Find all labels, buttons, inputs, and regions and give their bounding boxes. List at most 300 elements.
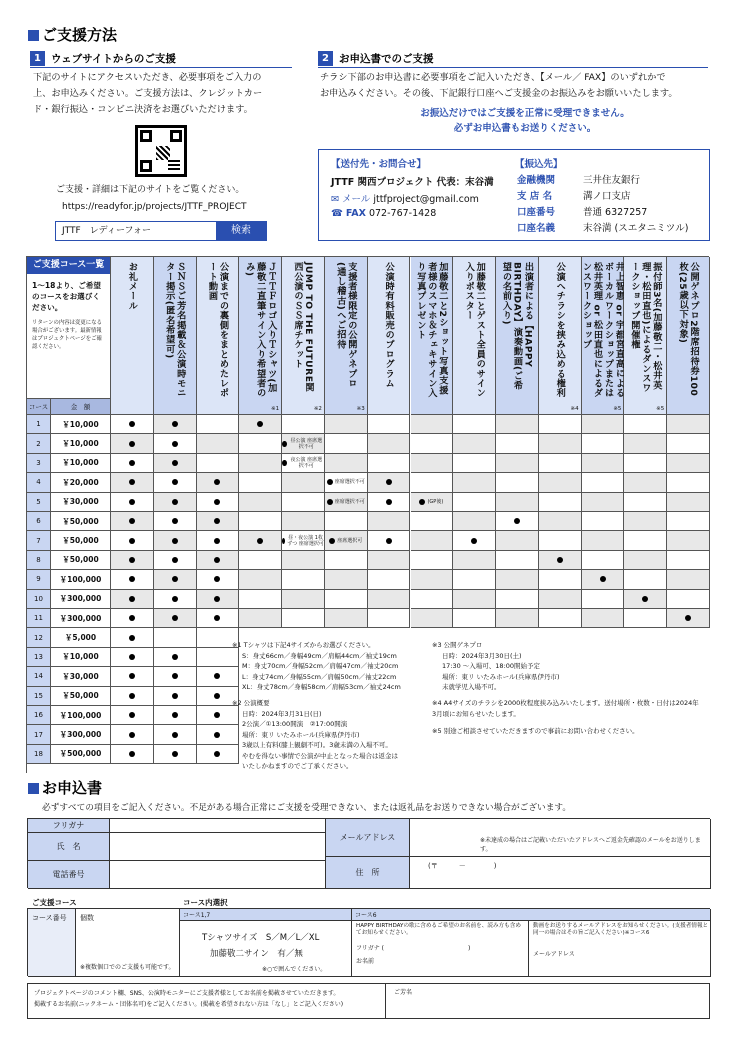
course-cell: [282, 454, 325, 473]
note-line: 日時：2024年3月31日(日): [242, 709, 322, 718]
column-header-label: 公演へチラシを挟み込める権利: [554, 262, 566, 398]
course-cell: [111, 687, 154, 706]
course-cell: [368, 551, 411, 570]
count-label: 個数: [80, 914, 94, 922]
included-dot: [172, 751, 178, 757]
zip-field[interactable]: (〒 － ): [428, 862, 497, 870]
contact-box: [318, 149, 710, 241]
course-cell: [154, 493, 197, 512]
included-dot: [172, 557, 178, 563]
furigana-label: フリガナ: [28, 819, 110, 833]
course-cell: [325, 551, 368, 570]
furigana-field[interactable]: [110, 819, 326, 833]
course-cell: [453, 512, 496, 531]
course-cell: [582, 531, 625, 550]
course-cell: [282, 493, 325, 512]
course17-label: コース1,7: [180, 909, 352, 921]
course-cell: [282, 434, 325, 453]
warning-line: 必ずお申込書もお送りください。: [453, 123, 597, 134]
course-cell: [368, 570, 411, 589]
course-cell: [624, 551, 667, 570]
course-cell: [197, 609, 240, 628]
note-line: 3月頃にお知らせいたします。: [432, 709, 520, 718]
course-cell: [282, 531, 325, 550]
section2-text: [320, 70, 720, 102]
course-cell: [154, 570, 197, 589]
course-cell: [325, 512, 368, 531]
bank-info: [517, 172, 707, 236]
course-cell: [111, 473, 154, 492]
course-cell: [154, 687, 197, 706]
course-amount: ￥10,000: [51, 648, 111, 667]
course6-label: コース6: [352, 909, 711, 921]
course6-mark: ※コース6: [624, 930, 650, 936]
fax-number: 072-767-1428: [368, 208, 437, 219]
course-cell: [624, 415, 667, 434]
course-cell: [239, 531, 282, 550]
included-dot: [642, 596, 648, 602]
course-amount: ￥300,000: [51, 725, 111, 744]
course-cell: [453, 570, 496, 589]
course-cell: [325, 454, 368, 473]
course-cell: [282, 473, 325, 492]
course-cell: [582, 745, 625, 764]
note-line: 場所：東リ いたみホール(兵庫県伊丹市): [442, 672, 560, 681]
included-dot: [214, 576, 220, 582]
course-cell: [325, 473, 368, 492]
course-cell: [368, 415, 411, 434]
circle-note: ※○で囲んでください。: [262, 966, 327, 973]
column-mark: ※2: [313, 406, 322, 412]
form-intro: 必ずすべての項目をご記入ください。不足がある場合正常にご支援を受理できない、または返礼品をお送りできない場合がございます。: [42, 803, 572, 813]
course-cell: [667, 493, 710, 512]
cell-note: 座席選択不可: [334, 479, 365, 486]
column-header: [197, 257, 240, 415]
course-cell: [582, 570, 625, 589]
contact-heading: 【送付先・お問合せ】: [331, 159, 427, 170]
note-line: M：身丈70cm／身幅52cm／肩幅47cm／袖丈20cm: [242, 662, 399, 670]
bank-value: 溝ノ口支店: [583, 191, 631, 202]
course-cell: [197, 531, 240, 550]
multi-note: ※複数個口でのご支援も可能です。: [80, 964, 175, 971]
section1-number: 1: [30, 51, 45, 66]
col-course-label: コース: [27, 399, 51, 415]
note-tshirt: [232, 640, 422, 693]
included-dot: [214, 712, 220, 718]
course-cell: [539, 434, 582, 453]
qr-code-icon[interactable]: [135, 125, 187, 177]
patron-name-field[interactable]: ご芳名: [394, 989, 413, 996]
note-line: いたしかねますのでご了承ください。: [242, 762, 353, 770]
course-amount: ￥100,000: [51, 570, 111, 589]
course-cell: [111, 434, 154, 453]
note-line: ※1 Tシャツは下記4サイズからお選びください。: [232, 641, 375, 649]
course-number-field[interactable]: [28, 909, 76, 977]
course-select-label: コース内選択: [183, 898, 228, 907]
course-number: 14: [27, 667, 51, 686]
course-cell: [667, 648, 710, 667]
column-mark: ※5: [613, 406, 622, 412]
column-header-label: JUMP TO THE FUTURE関西公演のＳＳ席チケット: [292, 262, 315, 393]
note-geneprobe: [432, 640, 632, 693]
included-dot: [129, 557, 135, 563]
course-cell: [154, 609, 197, 628]
included-dot: [129, 751, 135, 757]
note-performance: [232, 698, 432, 772]
course-cell: [111, 512, 154, 531]
column-header: [325, 257, 368, 415]
course-cell: [667, 512, 710, 531]
included-dot: [129, 596, 135, 602]
note-line: 未就学児入場不可。: [442, 683, 501, 691]
course-cell: [453, 590, 496, 609]
course-cell: [539, 473, 582, 492]
warning: [330, 106, 720, 136]
course-amount: ￥30,000: [51, 667, 111, 686]
fax-label: FAX: [345, 208, 366, 219]
included-dot: [282, 441, 287, 447]
course-cell: [539, 493, 582, 512]
course-cell: [582, 473, 625, 492]
course-amount: ￥50,000: [51, 512, 111, 531]
included-dot: [327, 479, 333, 485]
course-cell: [667, 551, 710, 570]
mail-note: ※未達成の場合はご記載いただいたアドレスへご返金先確認のメールをお送りします。: [480, 837, 701, 853]
course-cell: [325, 493, 368, 512]
course-cell: [667, 609, 710, 628]
included-dot: [172, 576, 178, 582]
course-cell: [624, 493, 667, 512]
cell-note: 昼公演 座席選択不可: [290, 437, 323, 450]
course-number: 16: [27, 706, 51, 725]
course-cell: [368, 434, 411, 453]
included-dot: [471, 538, 477, 544]
mail-label: メール: [341, 194, 371, 205]
course-cell: [496, 454, 539, 473]
column-header: [411, 257, 454, 415]
address-label: 住 所: [326, 857, 410, 889]
included-dot: [214, 518, 220, 524]
course-cell: [197, 415, 240, 434]
course-cell: [325, 434, 368, 453]
course-cell: [325, 531, 368, 550]
course-cell: [111, 551, 154, 570]
course-number: 9: [27, 570, 51, 589]
form-title: [28, 777, 102, 798]
included-dot: [282, 460, 287, 466]
column-header-label: 加藤敬二とゲスト全員のサイン入りポスター: [463, 262, 486, 398]
column-header-label: 公演時有料販売のプログラム: [383, 262, 395, 389]
section1-line: 下記のサイトにアクセスいただき、必要事項をご入力の: [33, 72, 262, 83]
mail-icon: ✉: [331, 194, 342, 205]
course-amount: ￥10,000: [51, 434, 111, 453]
course-cell: [197, 590, 240, 609]
course-cell: [239, 415, 282, 434]
course-cell: [197, 570, 240, 589]
course-cell: [496, 415, 539, 434]
course-number: 17: [27, 725, 51, 744]
course-cell: [582, 551, 625, 570]
included-dot: [172, 441, 178, 447]
column-mark: ※1: [271, 406, 280, 412]
column-header-label: ＳＮＳご芳名掲載＆公演時モニター掲示(匿名希望可): [163, 262, 186, 398]
note-line: 3歳以上有料(膝上観劇不可)。3歳未満の入場不可。: [242, 741, 392, 749]
column-header-label: 出演者による【HAPPY BIRTHDAY】演奏動画(ご希望の名前入り): [500, 262, 534, 391]
course-cell: [239, 512, 282, 531]
bottom-line: 掲載するお名前(ニックネーム・団体名可)をご記入ください。(掲載を希望されない方は「なし」とご記入ください): [34, 1001, 344, 1008]
column-mark: ※5: [656, 406, 665, 412]
course-cell: [325, 415, 368, 434]
course-number: 13: [27, 648, 51, 667]
included-dot: [172, 673, 178, 679]
included-dot: [172, 460, 178, 466]
page-title: [28, 24, 117, 45]
included-dot: [214, 596, 220, 602]
course-number: 2: [27, 434, 51, 453]
note-line: XL：身丈78cm／身幅58cm／肩幅53cm／袖丈24cm: [242, 683, 401, 691]
included-dot: [327, 499, 333, 505]
cell-note: 昼・夜公演 1枚ずつ 座席選択可: [287, 534, 324, 547]
course-amount: ￥20,000: [51, 473, 111, 492]
course-cell: [111, 493, 154, 512]
course-header-note: 1～18より、ご希望のコースをお選びください。: [32, 281, 102, 312]
section1-line: 上、お申込みください。ご支援方法は、クレジットカー: [33, 88, 263, 99]
course-amount: ￥5,000: [51, 628, 111, 647]
course-cell: [667, 667, 710, 686]
section1-text: [33, 70, 298, 118]
bank-key: 支 店 名: [517, 191, 553, 202]
course-cell: [111, 590, 154, 609]
course-number: 18: [27, 745, 51, 764]
column-header-label: 支援者様限定の公開ゲネプロ(通し稽古)へご招待: [334, 262, 357, 389]
included-dot: [129, 635, 135, 641]
course-cell: [539, 570, 582, 589]
course-cell: [496, 531, 539, 550]
included-dot: [129, 518, 135, 524]
included-dot: [129, 615, 135, 621]
column-header: [582, 257, 625, 415]
column-header-label: お礼メール: [126, 262, 138, 311]
course-cell: [667, 434, 710, 453]
included-dot: [214, 615, 220, 621]
course-cell: [239, 454, 282, 473]
search-input[interactable]: JTTF レディーフォー: [62, 226, 152, 236]
course6-furigana[interactable]: フリガナ ( ): [356, 945, 471, 952]
column-mark: ※4: [570, 406, 579, 412]
form-personal: [27, 818, 710, 888]
included-dot: [172, 518, 178, 524]
site-url-link[interactable]: https://readyfor.jp/projects/JTTF_PROJECT: [62, 202, 247, 212]
included-dot: [172, 479, 178, 485]
cell-note: 夜公演 座席選択不可: [290, 456, 323, 469]
square-icon: [28, 783, 39, 794]
note-line: S：身丈66cm／身幅49cm／肩幅44cm／袖丈19cm: [242, 651, 397, 660]
course-cell: [239, 551, 282, 570]
course-cell: [453, 415, 496, 434]
phone-field[interactable]: [110, 861, 326, 889]
course-cell: [624, 590, 667, 609]
course-number: 12: [27, 628, 51, 647]
column-header-label: 井上智恵 or 宇都宮直高によるボーカルワークショップまたは松井英理 or 松田直也によるダンスワークショップ: [580, 262, 625, 398]
course17-options[interactable]: [180, 921, 352, 977]
tshirt-size-option[interactable]: Tシャツサイズ S／M／L／XL: [202, 933, 320, 943]
course-cell: [411, 434, 454, 453]
note-line: ※2 公演概要: [232, 699, 270, 707]
course-cell: [111, 725, 154, 744]
course-no-label: コース番号: [32, 914, 67, 922]
course-cell: [453, 551, 496, 570]
course-cell: [282, 512, 325, 531]
course-number: 8: [27, 551, 51, 570]
form-title-text: お申込書: [42, 779, 103, 797]
course-cell: [239, 590, 282, 609]
course6-mail-text: 動画をお送りするメールアドレスをお知らせください。(支援者情報と同一の場合はその旨ご記入ください): [533, 923, 709, 936]
section2-heading: [318, 51, 434, 66]
course-cell: [582, 609, 625, 628]
course6-name[interactable]: お名前: [356, 958, 375, 965]
mail-field[interactable]: [410, 819, 711, 857]
course-cell: [539, 551, 582, 570]
course-cell: [453, 454, 496, 473]
course-cell: [411, 454, 454, 473]
course-cell: [624, 454, 667, 473]
course-cell: [539, 745, 582, 764]
course-cell: [539, 454, 582, 473]
course-cell: [453, 493, 496, 512]
included-dot: [172, 712, 178, 718]
course6-mail-field[interactable]: [529, 921, 711, 977]
mail-address-link[interactable]: jttfproject@gmail.com: [373, 194, 479, 205]
course-cell: [282, 551, 325, 570]
column-header-label: 公演までの裏側をまとめたレポート動画: [206, 262, 229, 398]
course-cell: [667, 590, 710, 609]
form-bottom: [27, 983, 710, 1019]
course-cell: [154, 648, 197, 667]
course-cell: [111, 415, 154, 434]
course-cell: [154, 667, 197, 686]
included-dot: [172, 615, 178, 621]
bank-row: [517, 220, 707, 236]
included-dot: [172, 654, 178, 660]
course-header-note: リターンの内容は変更になる場合がございます。最新情報はプロジェクトページをご確認ください。: [32, 320, 102, 350]
course-number: 4: [27, 473, 51, 492]
course-cell: [411, 473, 454, 492]
bank-row: [517, 188, 707, 204]
course-cell: [411, 531, 454, 550]
note-line: 日時：2024年3月30日(土): [442, 651, 522, 660]
included-dot: [129, 460, 135, 466]
course-cell: [667, 570, 710, 589]
address-field[interactable]: [410, 857, 711, 889]
course-cell: [496, 551, 539, 570]
course-cell: [411, 493, 454, 512]
column-header: [239, 257, 282, 415]
included-dot: [214, 538, 220, 544]
search-button[interactable]: 検索: [216, 222, 266, 240]
included-dot: [129, 576, 135, 582]
course-cell: [111, 454, 154, 473]
warning-line: お振込だけではご支援を正常に受理できません。: [420, 108, 630, 119]
included-dot: [214, 557, 220, 563]
column-header: [282, 257, 325, 415]
course-cell: [282, 609, 325, 628]
bank-key: 金融機関: [517, 175, 556, 186]
contact-fax: [331, 208, 436, 219]
course-number: 7: [27, 531, 51, 550]
course-cell: [496, 512, 539, 531]
included-dot: [129, 538, 135, 544]
course-amount: ￥100,000: [51, 706, 111, 725]
course-cell: [539, 512, 582, 531]
bank-row: [517, 204, 707, 220]
section1-heading: [30, 51, 176, 66]
course-cell: [111, 667, 154, 686]
count-field[interactable]: [76, 909, 180, 977]
section2-title: お申込書でのご支援: [339, 53, 434, 65]
included-dot: [129, 441, 135, 447]
course-cell: [325, 590, 368, 609]
course-amount: ￥10,000: [51, 454, 111, 473]
included-dot: [257, 538, 263, 544]
course6-name-field[interactable]: [352, 921, 529, 977]
course-cell: [667, 531, 710, 550]
included-dot: [685, 615, 691, 621]
course-cell: [154, 434, 197, 453]
included-dot: [129, 499, 135, 505]
course-cell: [453, 434, 496, 453]
course-cell: [197, 493, 240, 512]
cell-note: 座席選択可: [337, 537, 363, 544]
course-cell: [582, 454, 625, 473]
column-header-label: ＪＴＴＦロゴ入りＴシャツ(加藤敬二直筆サイン入り希望者のみ): [243, 262, 277, 398]
included-dot: [514, 518, 520, 524]
course-cell: [539, 609, 582, 628]
course-amount: ￥50,000: [51, 531, 111, 550]
included-dot: [172, 421, 178, 427]
course-cell: [197, 551, 240, 570]
bank-value: 末谷満 (スエタニミツル): [583, 223, 689, 234]
column-header: [624, 257, 667, 415]
included-dot: [282, 538, 285, 544]
sign-option[interactable]: 加藤敬二サイン 有／無: [210, 949, 303, 959]
course-cell: [239, 473, 282, 492]
course-cell: [582, 493, 625, 512]
course-cell: [154, 706, 197, 725]
course-number: 5: [27, 493, 51, 512]
note-line: 17:30 ～入場可、18:00開始予定: [442, 662, 541, 670]
bank-value: 三井住友銀行: [583, 175, 641, 186]
course-cell: [368, 609, 411, 628]
course-table: [26, 256, 709, 773]
divider: [30, 67, 292, 68]
course-cell: [368, 473, 411, 492]
bank-key: 口座名義: [517, 223, 556, 234]
included-dot: [214, 732, 220, 738]
mail-label: メールアドレス: [326, 819, 410, 857]
course-amount: ￥50,000: [51, 687, 111, 706]
name-field[interactable]: [110, 833, 326, 861]
course-cell: [496, 493, 539, 512]
included-dot: [172, 538, 178, 544]
included-dot: [129, 673, 135, 679]
included-dot: [419, 499, 425, 505]
course-amount: ￥500,000: [51, 745, 111, 764]
included-dot: [386, 538, 392, 544]
phone-label: 電話番号: [28, 861, 110, 889]
course-number: 1: [27, 415, 51, 434]
included-dot: [214, 479, 220, 485]
course-cell: [624, 609, 667, 628]
